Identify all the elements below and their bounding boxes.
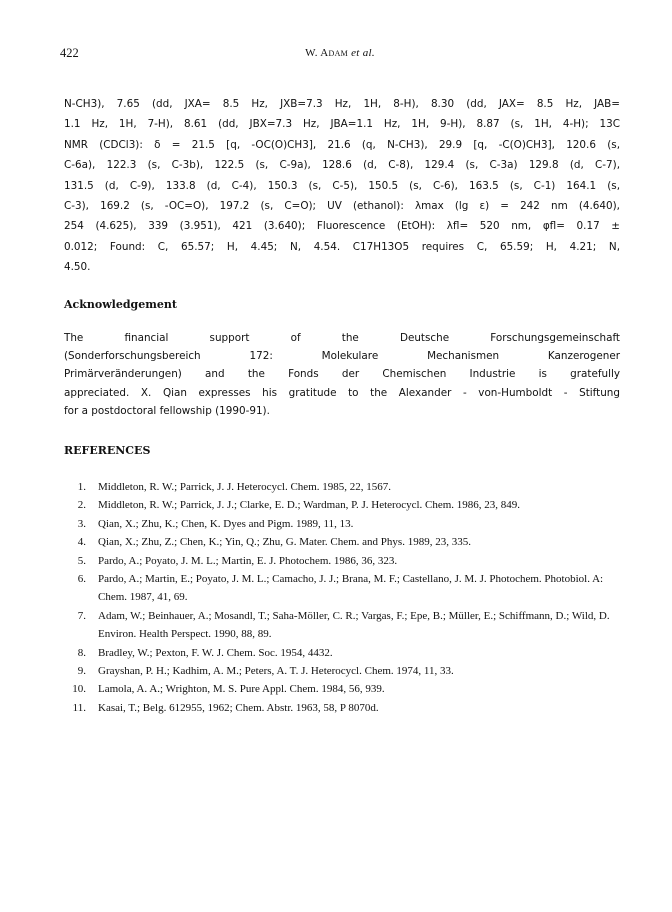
- references-list: [64, 478, 620, 717]
- reference-text: Kasai, T.; Belg. 612955, 1962; Chem. Abstr. 1963, 58, P 8070d.: [98, 701, 379, 714]
- reference-item: [64, 607, 620, 644]
- acknowledgement-line: for a postdoctoral fellowship (1990-91).: [64, 404, 270, 417]
- reference-text: Pardo, A.; Poyato, J. M. L.; Martin, E. J. Photochem. 1986, 36, 323.: [98, 554, 398, 567]
- reference-number: 6.: [77, 573, 86, 586]
- acknowledgement-line: (Sonderforschungsbereich 172: Molekulare Mechanismen Kanzerogener: [64, 350, 620, 363]
- reference-number: 2.: [77, 499, 86, 512]
- reference-item: [64, 570, 620, 607]
- reference-number: 8.: [77, 646, 86, 659]
- reference-item: [64, 680, 620, 698]
- reference-text: Grayshan, P. H.; Kadhim, A. M.; Peters, A. T. J. Heterocycl. Chem. 1974, 11, 33.: [98, 665, 454, 678]
- acknowledgement-paragraph: [64, 329, 620, 420]
- reference-item: [64, 699, 620, 717]
- reference-number: 7.: [77, 609, 86, 622]
- nmr-line: C-3), 169.2 (s, -OC=O), 197.2 (s, C=O); UV (ethanol): λmax (lg ε) = 242 nm (4.640),: [64, 199, 620, 212]
- reference-text: Middleton, R. W.; Parrick, J. J.; Clarke, E. D.; Wardman, P. J. Heterocycl. Chem. 1986, 23, 849.: [98, 499, 521, 512]
- reference-item: [64, 478, 620, 496]
- reference-text: Qian, X.; Zhu, Z.; Chen, K.; Yin, Q.; Zhu, G. Mater. Chem. and Phys. 1989, 23, 335.: [98, 536, 471, 549]
- reference-item: [64, 533, 620, 551]
- references-heading: REFERENCES: [64, 444, 151, 457]
- reference-number: 1.: [77, 481, 86, 493]
- reference-text: Lamola, A. A.; Wrighton, M. S. Pure Appl. Chem. 1984, 56, 939.: [98, 683, 385, 696]
- reference-text: Pardo, A.; Martin, E.; Poyato, J. M. L.; Camacho, J. J.; Brana, M. F.; Castellano, J. M. J. Photochem. Photobiol. A: Chem. 1987, 41, 69.: [98, 573, 604, 604]
- reference-item: [64, 552, 620, 570]
- reference-text: Adam, W.; Beinhauer, A.; Mosandl, T.; Saha-Möller, C. R.; Vargas, F.; Epe, B.; Müller, E.; Schiffmann, D.; Wild, D. Environ. Health Perspect. 1990, 88, 89.: [98, 609, 610, 641]
- running-head-etal: et al.: [351, 47, 375, 59]
- reference-item: [64, 515, 620, 533]
- reference-text: Middleton, R. W.; Parrick, J. J. Heterocycl. Chem. 1985, 22, 1567.: [98, 481, 391, 493]
- nmr-data-paragraph: [64, 94, 620, 278]
- reference-number: 11.: [72, 701, 86, 714]
- reference-item: [64, 662, 620, 680]
- acknowledgement-line: appreciated. X. Qian expresses his gratitude to the Alexander - von-Humboldt - Stiftung: [64, 386, 620, 399]
- running-head-author: W. Adam: [305, 47, 349, 59]
- reference-item: [64, 644, 620, 662]
- running-head: [60, 47, 620, 59]
- reference-number: 5.: [77, 554, 86, 567]
- acknowledgement-heading: Acknowledgement: [64, 298, 177, 311]
- nmr-line: 4.50.: [64, 261, 91, 274]
- reference-item: [64, 496, 620, 514]
- acknowledgement-line: The financial support of the Deutsche Forschungsgemeinschaft: [64, 332, 620, 344]
- nmr-line: 0.012; Found: C, 65.57; H, 4.45; N, 4.54. C17H13O5 requires C, 65.59; H, 4.21; N,: [64, 240, 620, 253]
- page-number: 422: [60, 46, 79, 60]
- reference-number: 9.: [77, 665, 86, 678]
- reference-text: Bradley, W.; Pexton, F. W. J. Chem. Soc. 1954, 4432.: [98, 646, 333, 659]
- nmr-line: 254 (4.625), 339 (3.951), 421 (3.640); Fluorescence (EtOH): λfl= 520 nm, φfl= 0.17 ±: [64, 220, 620, 233]
- reference-text: Qian, X.; Zhu, K.; Chen, K. Dyes and Pigm. 1989, 11, 13.: [98, 517, 354, 530]
- acknowledgement-line: Primärveränderungen) and the Fonds der Chemischen Industrie is gratefully: [64, 368, 620, 381]
- reference-number: 10.: [72, 683, 86, 696]
- nmr-line: NMR (CDCl3): δ = 21.5 [q, -OC(O)CH3], 21.6 (q, N-CH3), 29.9 [q, -C(O)CH3], 120.6 (s,: [64, 138, 620, 151]
- nmr-line: N-CH3), 7.65 (dd, JXA= 8.5 Hz, JXB=7.3 Hz, 1H, 8-H), 8.30 (dd, JAX= 8.5 Hz, JAB=: [64, 98, 620, 110]
- reference-number: 3.: [77, 517, 86, 530]
- nmr-line: 1.1 Hz, 1H, 7-H), 8.61 (dd, JBX=7.3 Hz, JBA=1.1 Hz, 1H, 9-H), 8.87 (s, 1H, 4-H); 13C: [64, 118, 620, 131]
- nmr-line: 131.5 (d, C-9), 133.8 (d, C-4), 150.3 (s, C-5), 150.5 (s, C-6), 163.5 (s, C-1) 164.1 (s,: [64, 179, 620, 192]
- page-header: [60, 46, 620, 64]
- reference-number: 4.: [77, 536, 86, 549]
- nmr-line: C-6a), 122.3 (s, C-3b), 122.5 (s, C-9a), 128.6 (d, C-8), 129.4 (s, C-3a) 129.8 (d, C-7),: [64, 159, 620, 172]
